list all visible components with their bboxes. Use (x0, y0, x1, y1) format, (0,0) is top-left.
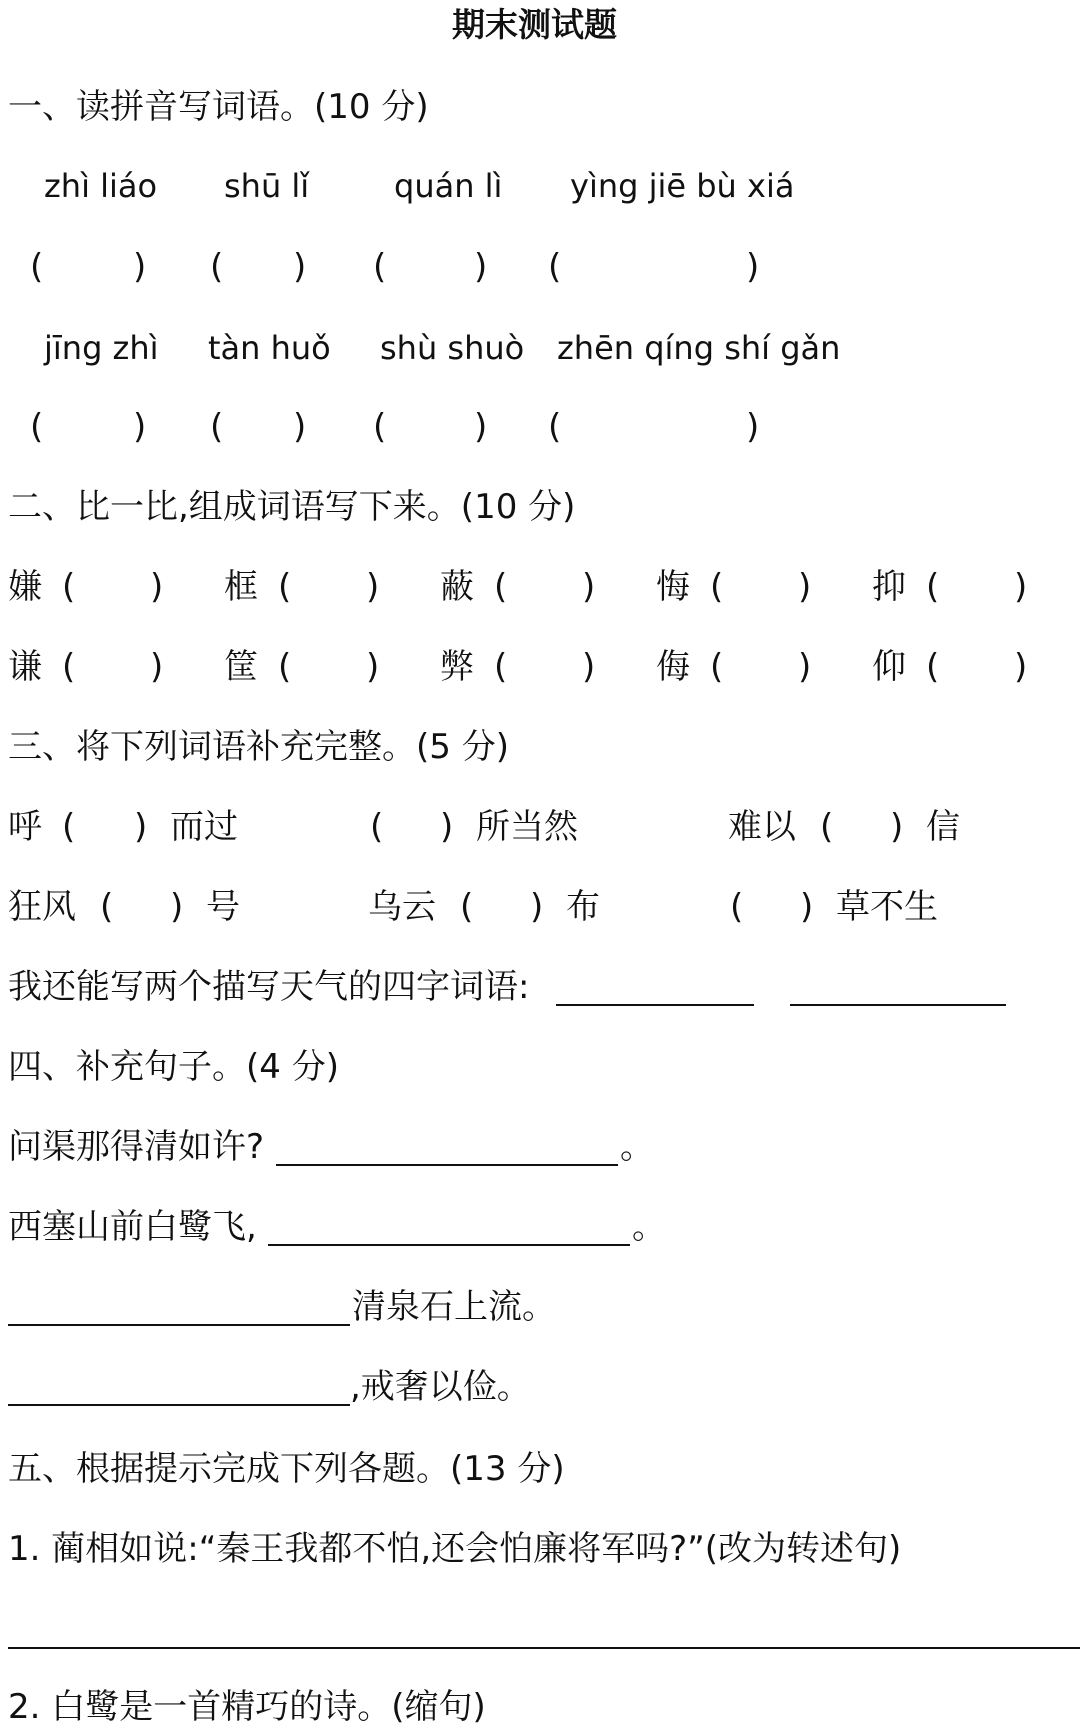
pinyin-1-3: quán lì (394, 167, 503, 205)
idiom-suffix: 号 (206, 887, 240, 927)
poem-line-4: ,戒奢以俭。 (350, 1367, 531, 1407)
pinyin-2-1: jīng zhì (44, 329, 159, 367)
section-2-heading: 二、比一比,组成词语写下来。(10 分) (8, 487, 576, 527)
idiom-suffix: 布 (566, 887, 600, 927)
question-2: 2. 白鹭是一首精巧的诗。(缩句) (8, 1687, 486, 1727)
idiom-prefix: 呼 (8, 807, 42, 847)
answer-line[interactable] (268, 1244, 630, 1246)
close-paren: ) (293, 247, 307, 287)
open-paren: ( (62, 647, 76, 687)
section-3-heading: 三、将下列词语补充完整。(5 分) (8, 727, 509, 767)
char: 筐 (224, 647, 258, 687)
poem-line-1: 问渠那得清如许? (8, 1127, 265, 1167)
idiom-suffix: 信 (926, 807, 960, 847)
close-paren: ) (890, 807, 904, 847)
char: 悔 (656, 567, 690, 607)
idiom-suffix: 草不生 (836, 887, 938, 927)
close-paren: ) (1014, 567, 1028, 607)
open-paren: ( (494, 647, 508, 687)
char: 抑 (872, 567, 906, 607)
open-paren: ( (278, 647, 292, 687)
open-paren: ( (210, 247, 224, 287)
close-paren: ) (582, 567, 596, 607)
char: 蔽 (440, 567, 474, 607)
period: 。 (632, 1207, 666, 1247)
open-paren: ( (710, 567, 724, 607)
pinyin-1-2: shū lǐ (224, 167, 310, 205)
page-title: 期末测试题 (452, 5, 617, 44)
pinyin-2-4: zhēn qíng shí gǎn (557, 329, 841, 367)
char: 谦 (8, 647, 42, 687)
poem-line-3: 清泉石上流。 (352, 1287, 556, 1327)
close-paren: ) (134, 807, 148, 847)
open-paren: ( (548, 407, 562, 447)
pinyin-2-3: shù shuò (380, 329, 525, 367)
close-paren: ) (440, 807, 454, 847)
open-paren: ( (494, 567, 508, 607)
close-paren: ) (746, 407, 760, 447)
char: 侮 (656, 647, 690, 687)
close-paren: ) (293, 407, 307, 447)
close-paren: ) (170, 887, 184, 927)
open-paren: ( (370, 807, 384, 847)
idiom-prefix: 乌云 (368, 887, 436, 927)
close-paren: ) (150, 567, 164, 607)
pinyin-2-2: tàn huǒ (208, 329, 331, 367)
idiom-prefix: 狂风 (8, 887, 76, 927)
char: 嫌 (8, 567, 42, 607)
open-paren: ( (926, 647, 940, 687)
answer-line[interactable] (8, 1324, 350, 1326)
char: 弊 (440, 647, 474, 687)
close-paren: ) (530, 887, 544, 927)
open-paren: ( (926, 567, 940, 607)
close-paren: ) (133, 247, 147, 287)
period: 。 (620, 1127, 654, 1167)
close-paren: ) (800, 887, 814, 927)
close-paren: ) (1014, 647, 1028, 687)
section-1-heading: 一、读拼音写词语。(10 分) (8, 87, 429, 127)
close-paren: ) (474, 247, 488, 287)
open-paren: ( (30, 407, 44, 447)
open-paren: ( (460, 887, 474, 927)
char: 框 (224, 567, 258, 607)
open-paren: ( (278, 567, 292, 607)
open-paren: ( (820, 807, 834, 847)
idiom-prefix: 难以 (728, 807, 796, 847)
open-paren: ( (30, 247, 44, 287)
open-paren: ( (62, 567, 76, 607)
close-paren: ) (798, 647, 812, 687)
pinyin-1-4: yìng jiē bù xiá (570, 167, 795, 205)
idiom-suffix: 所当然 (476, 807, 578, 847)
close-paren: ) (366, 567, 380, 607)
answer-line[interactable] (8, 1647, 1080, 1649)
open-paren: ( (100, 887, 114, 927)
answer-line[interactable] (790, 1004, 1006, 1006)
open-paren: ( (710, 647, 724, 687)
close-paren: ) (798, 567, 812, 607)
close-paren: ) (366, 647, 380, 687)
close-paren: ) (150, 647, 164, 687)
open-paren: ( (373, 247, 387, 287)
close-paren: ) (133, 407, 147, 447)
close-paren: ) (746, 247, 760, 287)
section-5-heading: 五、根据提示完成下列各题。(13 分) (8, 1449, 565, 1489)
idiom-suffix: 而过 (170, 807, 238, 847)
answer-line[interactable] (556, 1004, 754, 1006)
pinyin-1-1: zhì liáo (44, 167, 158, 205)
open-paren: ( (730, 887, 744, 927)
char: 仰 (872, 647, 906, 687)
answer-line[interactable] (276, 1164, 618, 1166)
question-1: 1. 蔺相如说:“秦王我都不怕,还会怕廉将军吗?”(改为转述句) (8, 1529, 902, 1569)
open-paren: ( (210, 407, 224, 447)
extra-prompt: 我还能写两个描写天气的四字词语: (8, 967, 530, 1007)
answer-line[interactable] (8, 1404, 350, 1406)
close-paren: ) (582, 647, 596, 687)
open-paren: ( (373, 407, 387, 447)
section-4-heading: 四、补充句子。(4 分) (8, 1047, 339, 1087)
open-paren: ( (548, 247, 562, 287)
poem-line-2: 西塞山前白鹭飞, (8, 1207, 257, 1247)
open-paren: ( (62, 807, 76, 847)
close-paren: ) (474, 407, 488, 447)
